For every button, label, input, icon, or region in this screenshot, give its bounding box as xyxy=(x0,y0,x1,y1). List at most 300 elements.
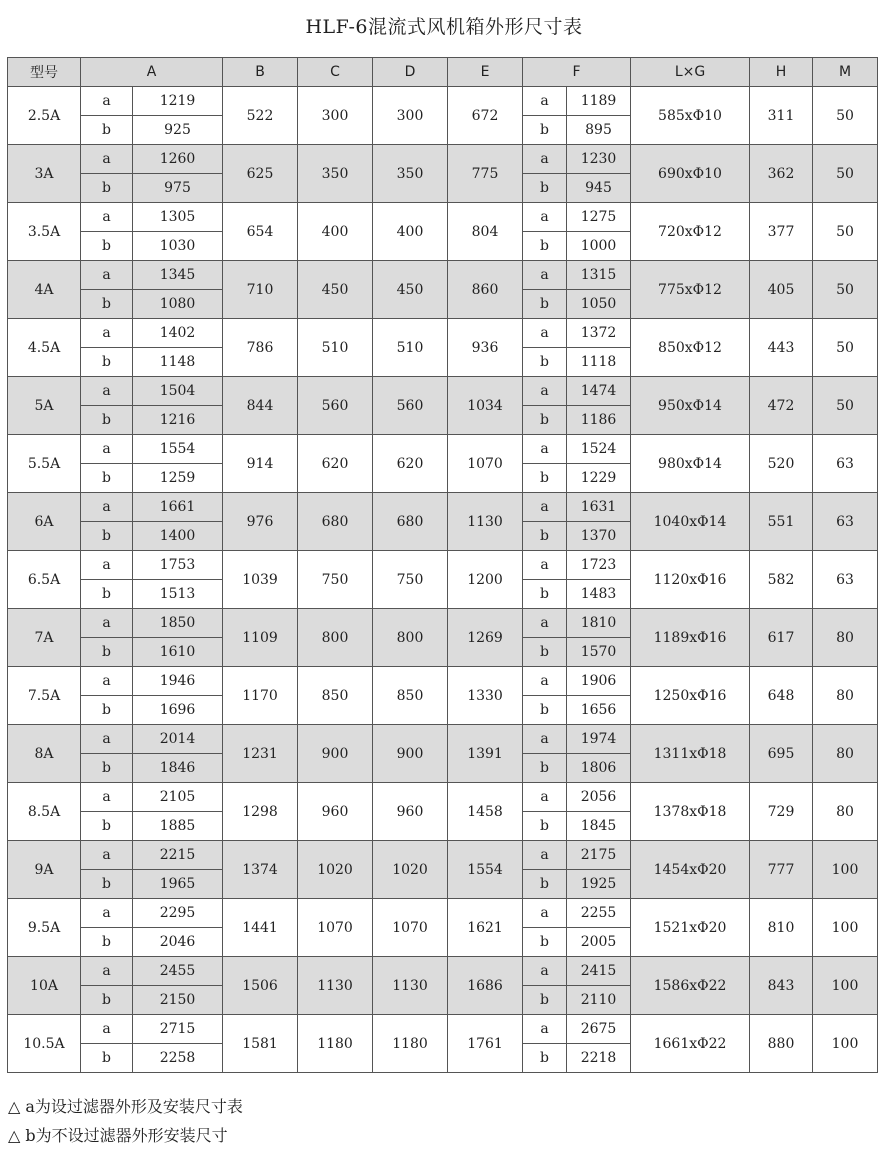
c-cell: 560 xyxy=(298,377,373,435)
b-cell: 710 xyxy=(223,261,298,319)
lxg-cell: 690xΦ10 xyxy=(631,145,750,203)
e-cell: 1621 xyxy=(448,899,523,957)
lxg-cell: 980xΦ14 xyxy=(631,435,750,493)
f-value-b: 1186 xyxy=(567,406,631,435)
table-row xyxy=(8,899,878,928)
c-cell: 960 xyxy=(298,783,373,841)
d-cell: 350 xyxy=(373,145,448,203)
b-cell: 625 xyxy=(223,145,298,203)
lxg-cell: 720xΦ12 xyxy=(631,203,750,261)
c-cell: 300 xyxy=(298,87,373,145)
header-m: M xyxy=(813,58,878,87)
m-cell: 80 xyxy=(813,725,878,783)
table-body xyxy=(8,87,878,1073)
f-sub-label-b: b xyxy=(523,812,567,841)
a-value-a: 1850 xyxy=(133,609,223,638)
a-sub-label: a xyxy=(81,841,133,870)
m-cell: 50 xyxy=(813,87,878,145)
f-value-b: 1370 xyxy=(567,522,631,551)
a-sub-label: a xyxy=(81,899,133,928)
f-sub-label: a xyxy=(523,87,567,116)
header-f: F xyxy=(523,58,631,87)
b-sub-label: b xyxy=(81,928,133,957)
h-cell: 648 xyxy=(750,667,813,725)
a-value-b: 2046 xyxy=(133,928,223,957)
f-value-a: 2255 xyxy=(567,899,631,928)
model-cell: 9A xyxy=(8,841,81,899)
f-value-a: 1315 xyxy=(567,261,631,290)
table-row xyxy=(8,203,878,232)
b-cell: 1581 xyxy=(223,1015,298,1073)
h-cell: 551 xyxy=(750,493,813,551)
a-value-a: 1661 xyxy=(133,493,223,522)
h-cell: 520 xyxy=(750,435,813,493)
f-sub-label-b: b xyxy=(523,1044,567,1073)
f-sub-label: a xyxy=(523,609,567,638)
f-value-a: 1474 xyxy=(567,377,631,406)
m-cell: 50 xyxy=(813,261,878,319)
m-cell: 80 xyxy=(813,667,878,725)
f-value-b: 1925 xyxy=(567,870,631,899)
h-cell: 777 xyxy=(750,841,813,899)
a-value-b: 1148 xyxy=(133,348,223,377)
table-row xyxy=(8,957,878,986)
header-e: E xyxy=(448,58,523,87)
model-cell: 6A xyxy=(8,493,81,551)
f-sub-label: a xyxy=(523,145,567,174)
a-value-b: 1259 xyxy=(133,464,223,493)
f-value-a: 1372 xyxy=(567,319,631,348)
a-sub-label: a xyxy=(81,957,133,986)
a-value-a: 1260 xyxy=(133,145,223,174)
e-cell: 1761 xyxy=(448,1015,523,1073)
f-sub-label: a xyxy=(523,203,567,232)
table-row xyxy=(8,1015,878,1044)
e-cell: 1130 xyxy=(448,493,523,551)
b-cell: 976 xyxy=(223,493,298,551)
a-sub-label: a xyxy=(81,261,133,290)
h-cell: 443 xyxy=(750,319,813,377)
a-sub-label: a xyxy=(81,493,133,522)
a-value-b: 1216 xyxy=(133,406,223,435)
m-cell: 50 xyxy=(813,377,878,435)
f-value-b: 2218 xyxy=(567,1044,631,1073)
e-cell: 804 xyxy=(448,203,523,261)
a-value-a: 1946 xyxy=(133,667,223,696)
a-value-a: 1753 xyxy=(133,551,223,580)
e-cell: 1330 xyxy=(448,667,523,725)
b-sub-label: b xyxy=(81,464,133,493)
d-cell: 560 xyxy=(373,377,448,435)
c-cell: 1020 xyxy=(298,841,373,899)
m-cell: 63 xyxy=(813,493,878,551)
model-cell: 3.5A xyxy=(8,203,81,261)
m-cell: 63 xyxy=(813,435,878,493)
f-sub-label: a xyxy=(523,1015,567,1044)
f-value-b: 1050 xyxy=(567,290,631,319)
d-cell: 1070 xyxy=(373,899,448,957)
e-cell: 1686 xyxy=(448,957,523,1015)
a-value-b: 1400 xyxy=(133,522,223,551)
a-sub-label: a xyxy=(81,203,133,232)
f-value-a: 1524 xyxy=(567,435,631,464)
h-cell: 617 xyxy=(750,609,813,667)
c-cell: 350 xyxy=(298,145,373,203)
b-cell: 914 xyxy=(223,435,298,493)
b-sub-label: b xyxy=(81,174,133,203)
page-title: HLF-6混流式风机箱外形尺寸表 xyxy=(305,16,583,38)
c-cell: 1180 xyxy=(298,1015,373,1073)
a-value-b: 1885 xyxy=(133,812,223,841)
d-cell: 850 xyxy=(373,667,448,725)
model-cell: 7A xyxy=(8,609,81,667)
f-value-b: 895 xyxy=(567,116,631,145)
table-row xyxy=(8,609,878,638)
e-cell: 1269 xyxy=(448,609,523,667)
e-cell: 1554 xyxy=(448,841,523,899)
b-cell: 1298 xyxy=(223,783,298,841)
b-sub-label: b xyxy=(81,116,133,145)
b-sub-label: b xyxy=(81,638,133,667)
d-cell: 400 xyxy=(373,203,448,261)
b-sub-label: b xyxy=(81,754,133,783)
f-value-a: 1810 xyxy=(567,609,631,638)
d-cell: 300 xyxy=(373,87,448,145)
header-lxg: L×G xyxy=(631,58,750,87)
c-cell: 620 xyxy=(298,435,373,493)
b-cell: 844 xyxy=(223,377,298,435)
a-value-b: 1080 xyxy=(133,290,223,319)
e-cell: 860 xyxy=(448,261,523,319)
f-sub-label-b: b xyxy=(523,638,567,667)
a-value-b: 925 xyxy=(133,116,223,145)
e-cell: 1200 xyxy=(448,551,523,609)
h-cell: 582 xyxy=(750,551,813,609)
c-cell: 510 xyxy=(298,319,373,377)
a-sub-label: a xyxy=(81,725,133,754)
lxg-cell: 1189xΦ16 xyxy=(631,609,750,667)
f-sub-label: a xyxy=(523,261,567,290)
lxg-cell: 850xΦ12 xyxy=(631,319,750,377)
h-cell: 695 xyxy=(750,725,813,783)
b-cell: 1170 xyxy=(223,667,298,725)
f-value-a: 1230 xyxy=(567,145,631,174)
f-sub-label-b: b xyxy=(523,928,567,957)
f-sub-label: a xyxy=(523,957,567,986)
h-cell: 377 xyxy=(750,203,813,261)
table-row xyxy=(8,145,878,174)
f-sub-label-b: b xyxy=(523,348,567,377)
lxg-cell: 950xΦ14 xyxy=(631,377,750,435)
a-value-a: 2105 xyxy=(133,783,223,812)
c-cell: 400 xyxy=(298,203,373,261)
model-cell: 6.5A xyxy=(8,551,81,609)
c-cell: 1130 xyxy=(298,957,373,1015)
f-sub-label-b: b xyxy=(523,232,567,261)
m-cell: 80 xyxy=(813,609,878,667)
c-cell: 900 xyxy=(298,725,373,783)
table-row xyxy=(8,783,878,812)
b-cell: 1039 xyxy=(223,551,298,609)
header-d: D xyxy=(373,58,448,87)
e-cell: 936 xyxy=(448,319,523,377)
f-sub-label-b: b xyxy=(523,464,567,493)
b-sub-label: b xyxy=(81,522,133,551)
a-value-a: 1554 xyxy=(133,435,223,464)
h-cell: 405 xyxy=(750,261,813,319)
d-cell: 450 xyxy=(373,261,448,319)
b-sub-label: b xyxy=(81,696,133,725)
a-value-b: 2258 xyxy=(133,1044,223,1073)
d-cell: 800 xyxy=(373,609,448,667)
lxg-cell: 1521xΦ20 xyxy=(631,899,750,957)
table-row xyxy=(8,261,878,290)
e-cell: 1458 xyxy=(448,783,523,841)
d-cell: 510 xyxy=(373,319,448,377)
d-cell: 680 xyxy=(373,493,448,551)
f-sub-label-b: b xyxy=(523,116,567,145)
model-cell: 5A xyxy=(8,377,81,435)
b-cell: 786 xyxy=(223,319,298,377)
f-value-b: 1483 xyxy=(567,580,631,609)
header-c: C xyxy=(298,58,373,87)
e-cell: 775 xyxy=(448,145,523,203)
a-value-b: 1610 xyxy=(133,638,223,667)
f-value-b: 1229 xyxy=(567,464,631,493)
m-cell: 63 xyxy=(813,551,878,609)
b-sub-label: b xyxy=(81,986,133,1015)
table-row xyxy=(8,319,878,348)
f-sub-label: a xyxy=(523,493,567,522)
f-sub-label-b: b xyxy=(523,290,567,319)
b-sub-label: b xyxy=(81,232,133,261)
e-cell: 1391 xyxy=(448,725,523,783)
m-cell: 100 xyxy=(813,1015,878,1073)
e-cell: 1034 xyxy=(448,377,523,435)
d-cell: 1020 xyxy=(373,841,448,899)
table-row xyxy=(8,725,878,754)
a-sub-label: a xyxy=(81,87,133,116)
f-value-a: 1275 xyxy=(567,203,631,232)
b-sub-label: b xyxy=(81,1044,133,1073)
table-row xyxy=(8,493,878,522)
b-sub-label: b xyxy=(81,580,133,609)
a-value-a: 2215 xyxy=(133,841,223,870)
f-sub-label-b: b xyxy=(523,406,567,435)
f-sub-label-b: b xyxy=(523,174,567,203)
c-cell: 450 xyxy=(298,261,373,319)
a-sub-label: a xyxy=(81,551,133,580)
a-value-b: 975 xyxy=(133,174,223,203)
header-a: A xyxy=(81,58,223,87)
f-sub-label-b: b xyxy=(523,986,567,1015)
lxg-cell: 1378xΦ18 xyxy=(631,783,750,841)
f-value-a: 1189 xyxy=(567,87,631,116)
h-cell: 729 xyxy=(750,783,813,841)
h-cell: 362 xyxy=(750,145,813,203)
a-value-b: 1846 xyxy=(133,754,223,783)
f-value-b: 1845 xyxy=(567,812,631,841)
f-value-b: 1000 xyxy=(567,232,631,261)
header-h: H xyxy=(750,58,813,87)
table-row xyxy=(8,377,878,406)
f-sub-label: a xyxy=(523,725,567,754)
model-cell: 8.5A xyxy=(8,783,81,841)
a-value-a: 2014 xyxy=(133,725,223,754)
m-cell: 80 xyxy=(813,783,878,841)
model-cell: 4.5A xyxy=(8,319,81,377)
f-value-a: 2415 xyxy=(567,957,631,986)
b-cell: 1109 xyxy=(223,609,298,667)
table-row xyxy=(8,87,878,116)
f-sub-label: a xyxy=(523,899,567,928)
f-sub-label: a xyxy=(523,551,567,580)
b-sub-label: b xyxy=(81,290,133,319)
b-cell: 1231 xyxy=(223,725,298,783)
lxg-cell: 585xΦ10 xyxy=(631,87,750,145)
lxg-cell: 1586xΦ22 xyxy=(631,957,750,1015)
lxg-cell: 1250xΦ16 xyxy=(631,667,750,725)
m-cell: 50 xyxy=(813,145,878,203)
f-sub-label-b: b xyxy=(523,696,567,725)
b-cell: 522 xyxy=(223,87,298,145)
f-value-b: 2005 xyxy=(567,928,631,957)
b-sub-label: b xyxy=(81,406,133,435)
a-sub-label: a xyxy=(81,145,133,174)
b-sub-label: b xyxy=(81,812,133,841)
e-cell: 672 xyxy=(448,87,523,145)
header-row xyxy=(8,58,878,87)
c-cell: 850 xyxy=(298,667,373,725)
f-sub-label-b: b xyxy=(523,522,567,551)
f-value-a: 1974 xyxy=(567,725,631,754)
lxg-cell: 775xΦ12 xyxy=(631,261,750,319)
lxg-cell: 1454xΦ20 xyxy=(631,841,750,899)
f-value-b: 1570 xyxy=(567,638,631,667)
lxg-cell: 1661xΦ22 xyxy=(631,1015,750,1073)
a-value-a: 2455 xyxy=(133,957,223,986)
a-value-b: 1513 xyxy=(133,580,223,609)
model-cell: 9.5A xyxy=(8,899,81,957)
model-cell: 10A xyxy=(8,957,81,1015)
a-sub-label: a xyxy=(81,667,133,696)
a-value-b: 1696 xyxy=(133,696,223,725)
model-cell: 8A xyxy=(8,725,81,783)
m-cell: 50 xyxy=(813,203,878,261)
note-a: △ a为设过滤器外形及安装尺寸表 xyxy=(8,1097,243,1116)
f-sub-label: a xyxy=(523,667,567,696)
model-cell: 7.5A xyxy=(8,667,81,725)
f-sub-label: a xyxy=(523,377,567,406)
a-value-b: 1030 xyxy=(133,232,223,261)
d-cell: 1130 xyxy=(373,957,448,1015)
a-value-a: 1402 xyxy=(133,319,223,348)
model-cell: 10.5A xyxy=(8,1015,81,1073)
f-value-a: 2675 xyxy=(567,1015,631,1044)
b-cell: 1441 xyxy=(223,899,298,957)
f-sub-label-b: b xyxy=(523,754,567,783)
table-row xyxy=(8,551,878,580)
note-b: △ b为不设过滤器外形安装尺寸 xyxy=(8,1126,228,1145)
dimension-table xyxy=(7,57,878,1073)
m-cell: 100 xyxy=(813,957,878,1015)
model-cell: 5.5A xyxy=(8,435,81,493)
b-sub-label: b xyxy=(81,870,133,899)
header-model: 型号 xyxy=(8,58,81,87)
c-cell: 800 xyxy=(298,609,373,667)
f-sub-label-b: b xyxy=(523,580,567,609)
lxg-cell: 1120xΦ16 xyxy=(631,551,750,609)
f-value-a: 2056 xyxy=(567,783,631,812)
f-sub-label: a xyxy=(523,435,567,464)
a-value-a: 2295 xyxy=(133,899,223,928)
b-cell: 1374 xyxy=(223,841,298,899)
c-cell: 680 xyxy=(298,493,373,551)
model-cell: 4A xyxy=(8,261,81,319)
f-value-a: 1723 xyxy=(567,551,631,580)
h-cell: 472 xyxy=(750,377,813,435)
f-value-a: 1631 xyxy=(567,493,631,522)
h-cell: 810 xyxy=(750,899,813,957)
f-sub-label-b: b xyxy=(523,870,567,899)
m-cell: 100 xyxy=(813,841,878,899)
notes xyxy=(8,1092,243,1150)
lxg-cell: 1311xΦ18 xyxy=(631,725,750,783)
c-cell: 750 xyxy=(298,551,373,609)
a-sub-label: a xyxy=(81,609,133,638)
a-value-a: 2715 xyxy=(133,1015,223,1044)
a-value-b: 1965 xyxy=(133,870,223,899)
h-cell: 880 xyxy=(750,1015,813,1073)
table-row xyxy=(8,435,878,464)
d-cell: 750 xyxy=(373,551,448,609)
d-cell: 1180 xyxy=(373,1015,448,1073)
d-cell: 900 xyxy=(373,725,448,783)
m-cell: 50 xyxy=(813,319,878,377)
a-value-a: 1345 xyxy=(133,261,223,290)
a-sub-label: a xyxy=(81,319,133,348)
a-value-a: 1219 xyxy=(133,87,223,116)
a-sub-label: a xyxy=(81,1015,133,1044)
d-cell: 620 xyxy=(373,435,448,493)
f-value-b: 1656 xyxy=(567,696,631,725)
m-cell: 100 xyxy=(813,899,878,957)
a-value-a: 1504 xyxy=(133,377,223,406)
a-value-b: 2150 xyxy=(133,986,223,1015)
f-value-b: 945 xyxy=(567,174,631,203)
h-cell: 311 xyxy=(750,87,813,145)
table-row xyxy=(8,841,878,870)
f-value-b: 2110 xyxy=(567,986,631,1015)
f-value-b: 1118 xyxy=(567,348,631,377)
b-cell: 654 xyxy=(223,203,298,261)
h-cell: 843 xyxy=(750,957,813,1015)
b-cell: 1506 xyxy=(223,957,298,1015)
f-sub-label: a xyxy=(523,841,567,870)
e-cell: 1070 xyxy=(448,435,523,493)
a-sub-label: a xyxy=(81,435,133,464)
lxg-cell: 1040xΦ14 xyxy=(631,493,750,551)
f-sub-label: a xyxy=(523,783,567,812)
model-cell: 3A xyxy=(8,145,81,203)
f-value-a: 2175 xyxy=(567,841,631,870)
f-value-a: 1906 xyxy=(567,667,631,696)
a-value-a: 1305 xyxy=(133,203,223,232)
f-value-b: 1806 xyxy=(567,754,631,783)
b-sub-label: b xyxy=(81,348,133,377)
a-sub-label: a xyxy=(81,783,133,812)
d-cell: 960 xyxy=(373,783,448,841)
